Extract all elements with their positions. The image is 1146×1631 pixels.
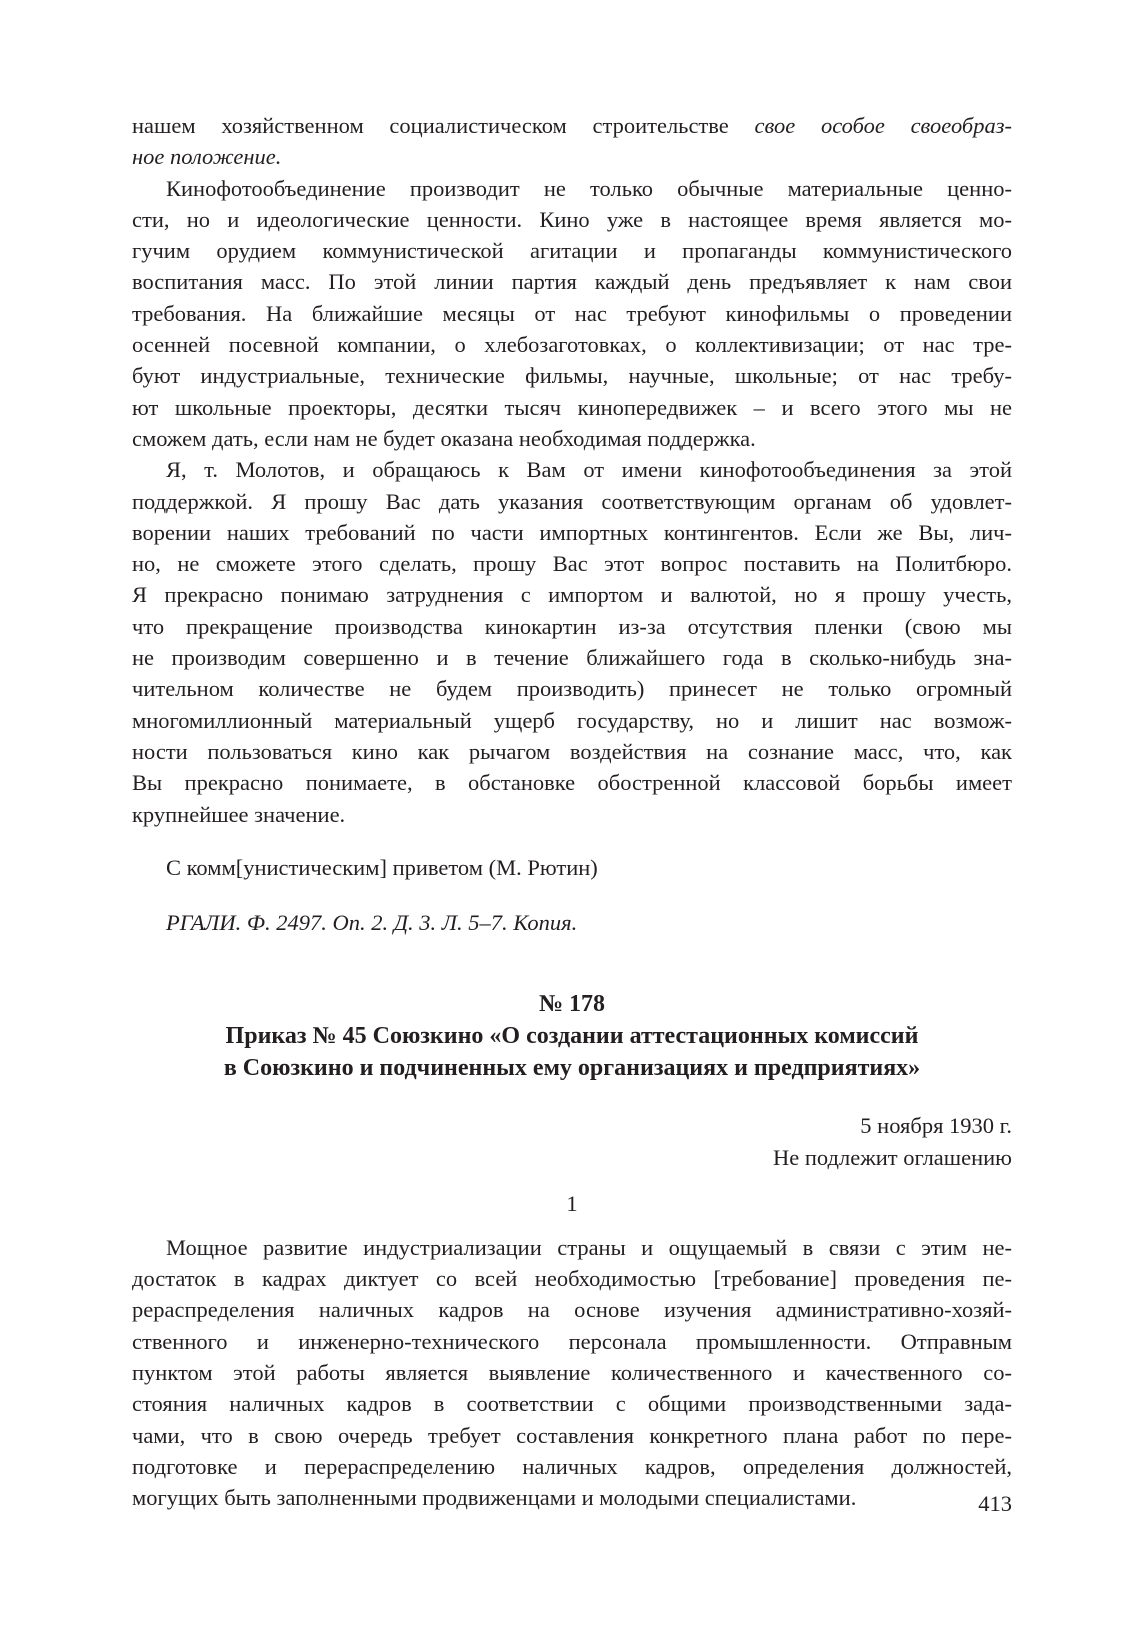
text-line: гучим орудием коммунистической агитации и пропаганды коммунистического xyxy=(132,238,1012,264)
text-line: могущих быть заполненными продвиженцами и молодыми специалистами. xyxy=(132,1485,857,1511)
text-line: но, не сможете этого сделать, прошу Вас этот вопрос поставить на Политбюро. xyxy=(132,551,1012,577)
archive-reference: РГАЛИ. Ф. 2497. Оп. 2. Д. 3. Л. 5–7. Копия. xyxy=(166,910,578,936)
italic-span: свое особое своеобраз- xyxy=(754,113,1013,138)
text-line: поддержкой. Я прошу Вас дать указания соответствующим органам об удовлет- xyxy=(132,488,1012,514)
text-line: Я прекрасно понимаю затруднения с импортом и валютой, но я прошу учесть, xyxy=(132,582,1012,608)
text-line: Вы прекрасно понимаете, в обстановке обостренной классовой борьбы имеет xyxy=(132,770,1012,796)
text-line: ют школьные проекторы, десятки тысяч кинопередвижек – и всего этого мы не xyxy=(132,394,1012,420)
text-line: сможем дать, если нам не будет оказана необходимая поддержка. xyxy=(132,425,756,451)
classification-note: Не подлежит оглашению xyxy=(773,1145,1012,1171)
text-line: крупнейшее значение. xyxy=(132,801,346,827)
document-date: 5 ноября 1930 г. xyxy=(860,1113,1012,1139)
page-number: 413 xyxy=(978,1491,1012,1516)
text-line: многомиллионный материальный ущерб государству, но и лишит нас возмож- xyxy=(132,707,1012,733)
text-line: рераспределения наличных кадров на основе изучения административно-хозяй- xyxy=(132,1297,1012,1323)
date-block xyxy=(132,1110,1012,1174)
paragraph-industrialization xyxy=(132,1232,1012,1514)
text-line: стояния наличных кадров в соответствии с общими производственными зада- xyxy=(132,1391,1012,1417)
text-line: достаток в кадрах диктует со всей необходимостью [требование] проведения пе- xyxy=(132,1266,1012,1292)
text-line: пунктом этой работы является выявление количественного и качественного со- xyxy=(132,1359,1012,1385)
text-span: нашем хозяйственном социалистическом строительстве xyxy=(132,113,755,138)
text-line: требования. На ближайшие месяцы от нас требуют кинофильмы о проведении xyxy=(132,300,1012,326)
document-title-line: Приказ № 45 Союзкино «О создании аттестационных комиссий xyxy=(225,1023,919,1050)
paragraph-continuation xyxy=(132,110,1012,173)
text-line: осенней посевной компании, о хлебозаготовках, о коллективизации; от нас тре- xyxy=(132,332,1012,358)
signature: С комм[унистическим] приветом (М. Рютин) xyxy=(166,854,598,880)
paragraph-cinema-requirements xyxy=(132,173,1012,455)
text-line: не производим совершенно и в течение ближайшего года в сколько-нибудь зна- xyxy=(132,645,1012,671)
paragraph-appeal xyxy=(132,454,1012,830)
text-line: чами, что в свою очередь требует составления конкретного плана работ по пере- xyxy=(132,1422,1012,1448)
document-title-line: в Союзкино и подчиненных ему организациях и предприятиях» xyxy=(223,1055,921,1082)
text-line: воспитания масс. По этой линии партия каждый день предъявляет к нам свои xyxy=(132,269,1012,295)
text-line: буют индустриальные, технические фильмы, научные, школьные; от нас требу- xyxy=(132,363,1012,389)
text-line: Мощное развитие индустриализации страны и ощущаемый в связи с этим не- xyxy=(166,1234,1012,1260)
text-line: что прекращение производства кинокартин из-за отсутствия пленки (свою мы xyxy=(132,613,1012,639)
text-line: подготовке и перераспределению наличных кадров, определения должностей, xyxy=(132,1453,1012,1479)
text-line: сти, но и идеологические ценности. Кино уже в настоящее время является мо- xyxy=(132,206,1012,232)
page-body xyxy=(132,110,1012,1513)
text-line: ности пользоваться кино как рычагом воздействия на сознание масс, что, как xyxy=(132,738,1012,764)
text-line: чительном количестве не будем производить) принесет не только огромный xyxy=(132,676,1012,702)
text-line: ное положение. xyxy=(132,144,282,170)
document-title xyxy=(132,1020,1012,1084)
text-line: ственного и инженерно-технического персонала промышленности. Отправным xyxy=(132,1328,1012,1354)
section-number: 1 xyxy=(566,1191,578,1217)
text-line: Кинофотообъединение производит не только обычные материальные ценно- xyxy=(166,175,1012,201)
document-number: № 178 xyxy=(538,991,606,1018)
text-line: ворении наших требований по части импортных контингентов. Если же Вы, лич- xyxy=(132,519,1012,545)
text-line: Я, т. Молотов, и обращаюсь к Вам от имени кинофотообъединения за этой xyxy=(166,457,1012,483)
text-line xyxy=(132,110,1012,141)
